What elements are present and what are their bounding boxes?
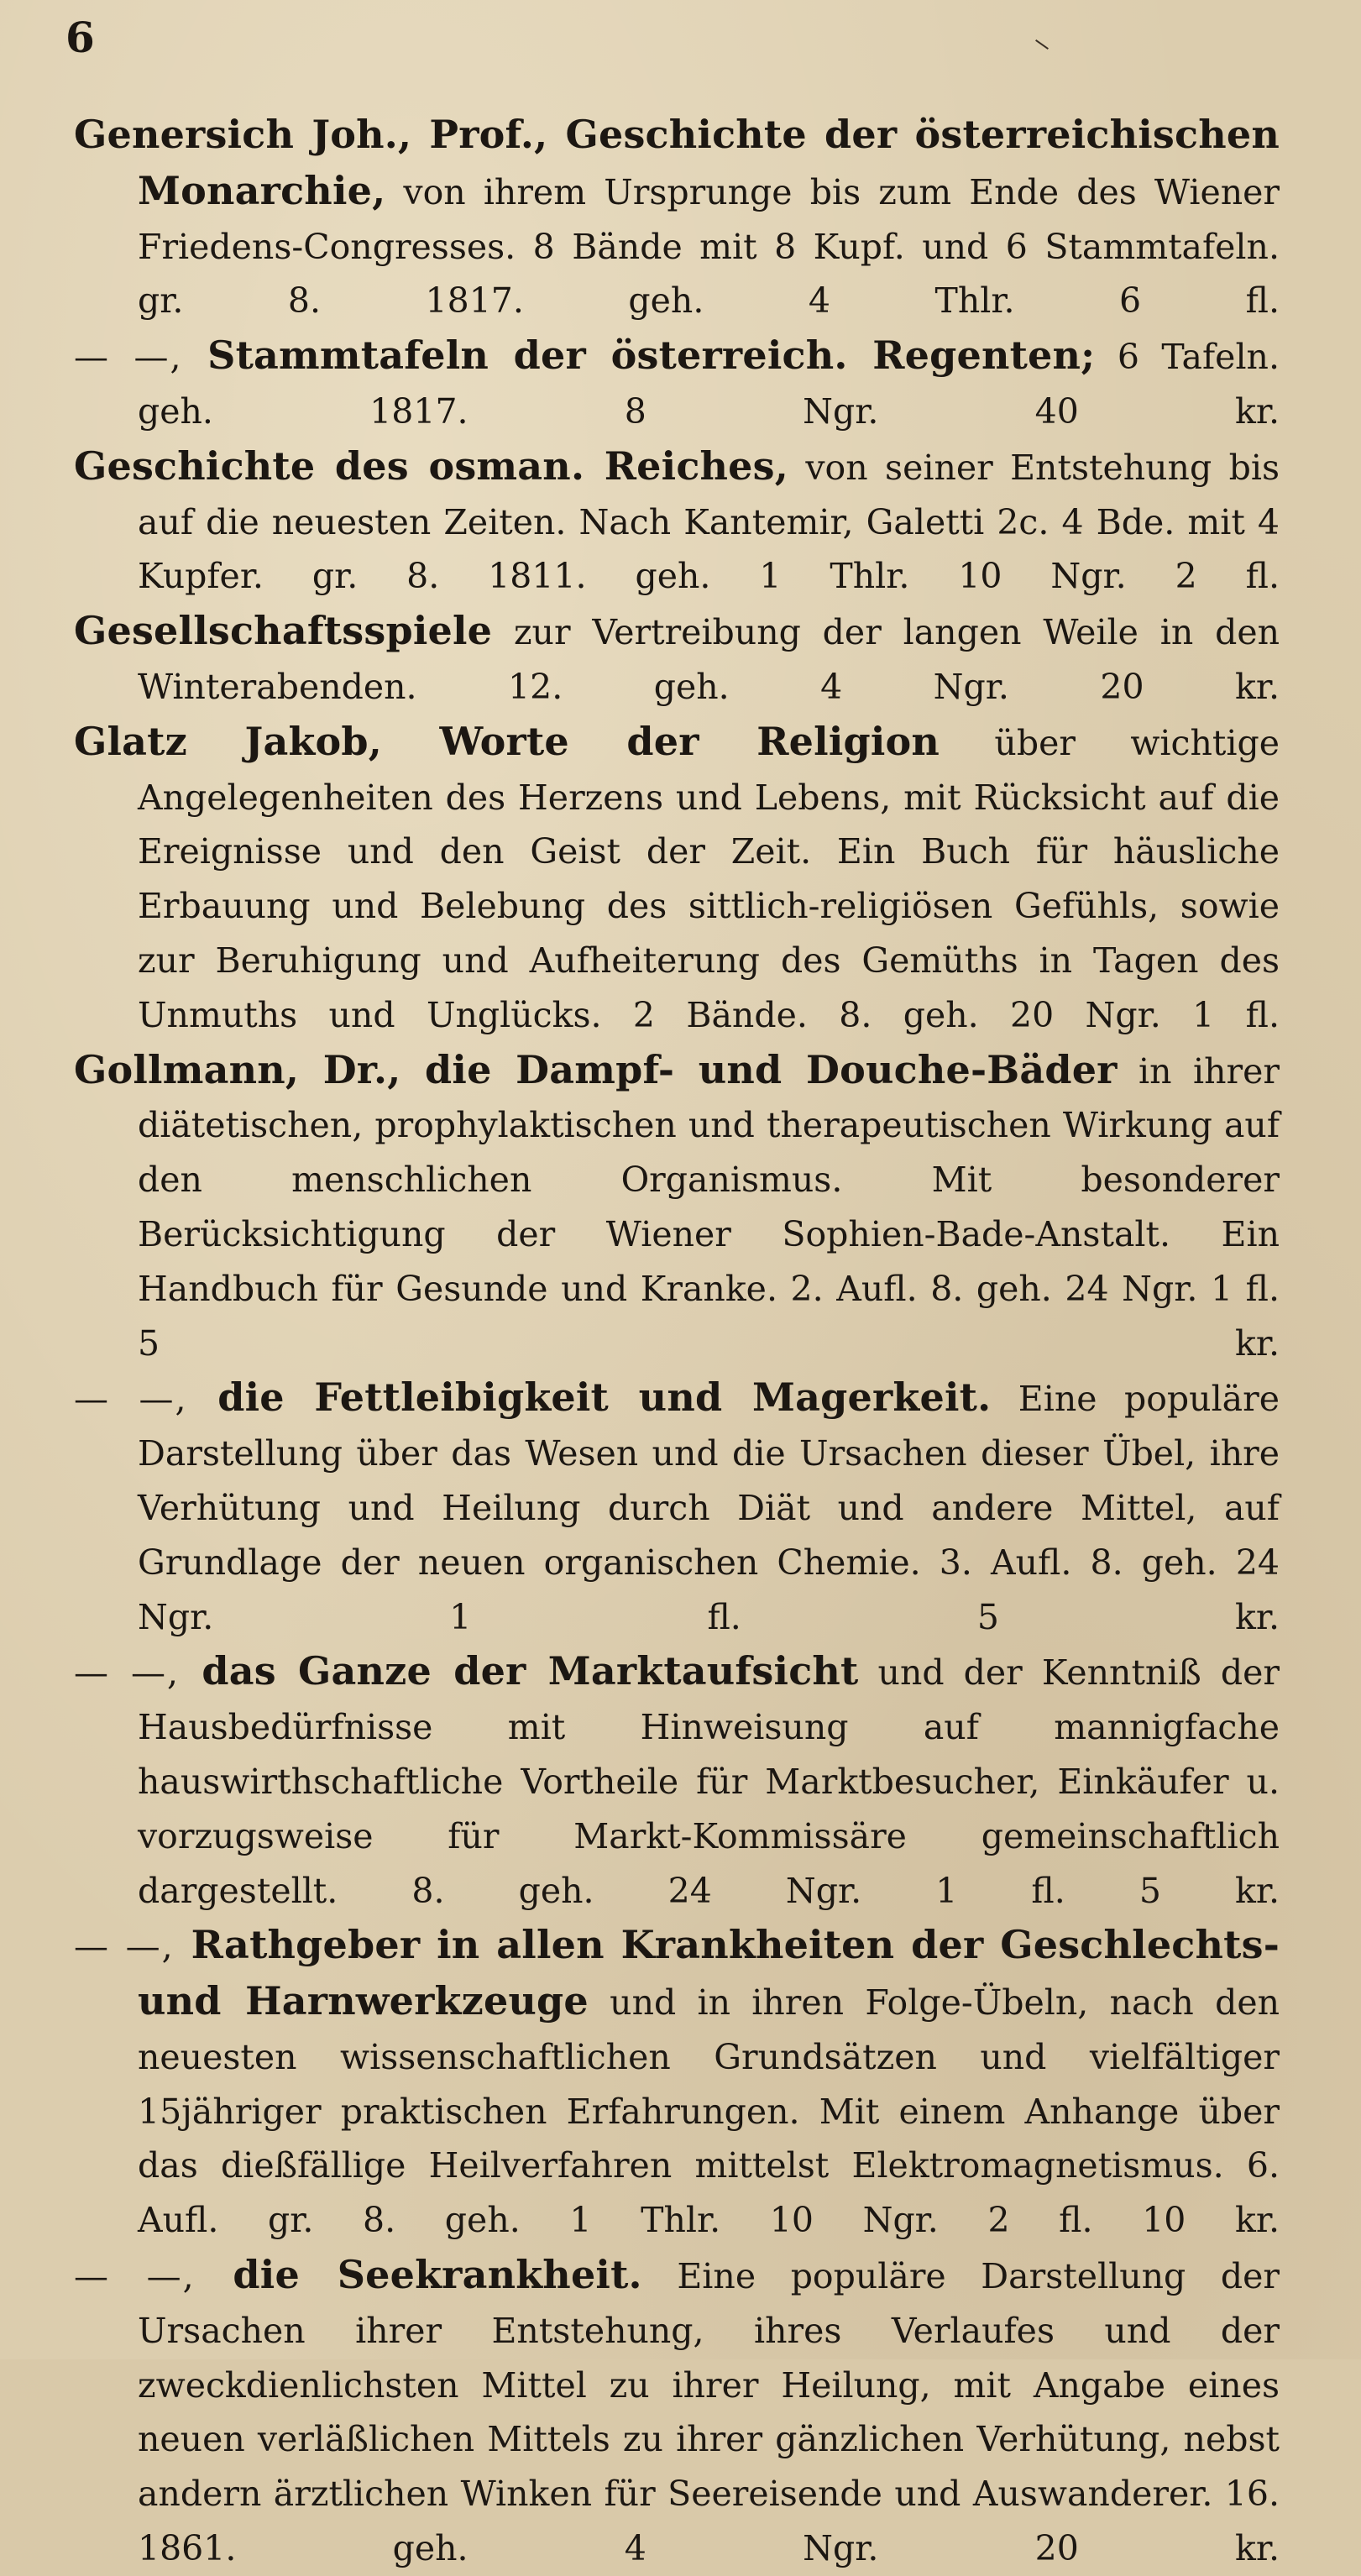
entry-text: 6 Tafeln. geh. 1817. 8 Ngr. 40 kr. [138,337,1280,432]
entry-heading: Glatz Jakob, Worte der Religion [74,718,940,764]
catalog-entry [74,604,1280,715]
ditto-dash: — —, [74,2256,196,2297]
entry-heading: die Seekrankheit. [195,2252,642,2298]
entry-heading: Gollmann, Dr., die Dampf- und Douche-Bäder [74,1046,1118,1092]
catalog-entry [74,715,1280,1043]
ditto-dash: — —, [74,1652,181,1694]
ditto-dash: — —, [74,337,183,378]
entry-text: von ihrem Ursprunge bis zum Ende des Wiener Friedens-Congresses. 8 Bände mit 8 Kupf. und 6 Stammtafeln. gr. 8. 1817. geh. 4 Thlr. 6 fl. [138,171,1280,322]
catalog-entry [74,1370,1280,1644]
catalog-entry [74,107,1280,328]
entry-text: und in ihren Folge-Übeln, nach den neuesten wissenschaftlichen Grundsätzen und vielfältiger 15jähriger praktischen Erfahrungen. Mit einem Anhange über das dießfällige Heilverfahren mittelst Elektromagnetismus. 6. Aufl. gr. 8. geh. 1 Thlr. 10 Ngr. 2 fl. 10 kr. [138,1982,1280,2241]
entry-heading: Geschichte des osman. Reiches, [74,442,788,489]
catalog-entry [74,2248,1280,2576]
entry-text: zur Vertreibung der langen Weile in den Winterabenden. 12. geh. 4 Ngr. 20 kr. [138,612,1280,707]
entry-heading: Rathgeber in allen Krankheiten der Geschlechts- und Harnwerkzeuge [138,1922,1280,2024]
catalog-entry [74,1918,1280,2248]
entry-text: Eine populäre Darstellung über das Wesen und die Ursachen dieser Übel, ihre Verhütung und Heilung durch Diät und andere Mittel, auf Grundlage der neuen organischen Chemie. 3. Aufl. 8. geh. 24 Ngr. 1 fl. 5 kr. [138,1379,1280,1637]
catalog-entries [74,107,1280,2576]
catalog-entry [74,439,1280,604]
entry-text: über wichtige Angelegenheiten des Herzens und Lebens, mit Rücksicht auf die Ereignisse und den Geist der Zeit. Ein Buch für häusliche Erbauung und Belebung des sittlich-religiösen Gefühls, sowie zur Beruhigung und Aufheiterung des Gemüths in Tagen des Unmuths und Unglücks. 2 Bände. 8. geh. 20 Ngr. 1 fl. [138,722,1280,1035]
entry-text: von seiner Entstehung bis auf die neuesten Zeiten. Nach Kantemir, Galetti 2c. 4 Bde. mit 4 Kupfer. gr. 8. 1811. geh. 1 Thlr. 10 Ngr. 2 fl. [138,447,1280,597]
catalog-entry [74,1043,1280,1371]
entry-text: und der Kenntniß der Hausbedürfnisse mit Hinweisung auf mannigfache hauswirthschaftliche Vortheile für Marktbesucher, Einkäufer u. vorzugsweise für Markt-Kommissäre gemeinschaftlich dargestellt. 8. geh. 24 Ngr. 1 fl. 5 kr. [138,1652,1280,1911]
catalog-entry [74,1644,1280,1918]
corner-mark [1035,39,1049,50]
entry-heading: das Ganze der Marktaufsicht [180,1648,859,1694]
entry-text: Eine populäre Darstellung der Ursachen ihrer Entstehung, ihres Verlaufes und der zweckdienlichsten Mittel zu ihrer Heilung, mit Angabe eines neuen verläßlichen Mittels zu ihrer gänzlichen Verhütung, nebst andern ärztlichen Winken für Seereisende und Auswanderer. 16. 1861. geh. 4 Ngr. 20 kr. [138,2256,1280,2569]
entry-heading: Genersich Joh., Prof., Geschichte der österreichischen Monarchie, [74,112,1280,213]
ditto-dash: — —, [74,1926,175,1967]
entry-heading: Gesellschaftsspiele [74,608,493,654]
entry-text: in ihrer diätetischen, prophylaktischen und therapeutischen Wirkung auf den menschlichen Organismus. Mit besonderer Berücksichtigung der Wiener Sophien-Bade-Anstalt. Ein Handbuch für Gesunde und Kranke. 2. Aufl. 8. geh. 24 Ngr. 1 fl. 5 kr. [138,1050,1280,1364]
ditto-dash: — —, [74,1379,188,1420]
entry-heading: Stammtafeln der österreich. Regenten; [182,332,1096,379]
catalog-entry [74,328,1280,439]
page-number: 6 [65,13,95,62]
entry-heading: die Fettleibigkeit und Magerkeit. [187,1374,992,1421]
